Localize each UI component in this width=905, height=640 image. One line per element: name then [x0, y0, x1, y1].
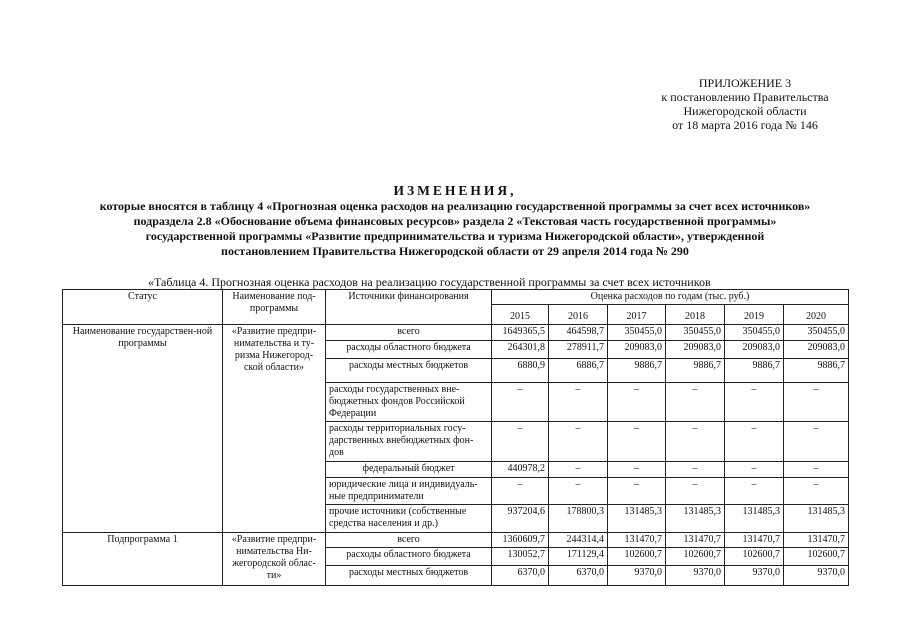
row-value: – [608, 462, 666, 478]
row-value: – [549, 478, 608, 505]
row-source: всего [326, 533, 492, 548]
row-value: – [784, 462, 849, 478]
appendix-number: ПРИЛОЖЕНИЕ 3 [698, 76, 792, 90]
header-year: 2015 [492, 305, 549, 325]
row-value: 244314,4 [549, 533, 608, 548]
row-value: – [725, 462, 784, 478]
row-value: 350455,0 [666, 325, 725, 341]
header-source: Источники финансирования [326, 290, 492, 325]
row-value: 9370,0 [608, 566, 666, 586]
row-value: – [549, 422, 608, 462]
row-value: – [492, 422, 549, 462]
row-value: – [784, 478, 849, 505]
row-value: 178800,3 [549, 505, 608, 533]
row-value: 9886,7 [666, 359, 725, 383]
row-value: 131470,7 [608, 533, 666, 548]
header-year: 2019 [725, 305, 784, 325]
heading-line-3: государственной программы «Развитие предпринимательства и туризма Нижегородской области», утвержденной [145, 229, 765, 243]
row-program-name: «Развитие предпри-нимательства и ту-ризма Нижегород-ской области» [223, 325, 326, 533]
expenses-table [62, 289, 849, 586]
row-value: – [784, 383, 849, 422]
row-value: 9370,0 [725, 566, 784, 586]
row-value: – [492, 478, 549, 505]
row-value: 350455,0 [725, 325, 784, 341]
row-source: расходы областного бюджета [326, 341, 492, 359]
heading-line-2: подраздела 2.8 «Обоснование объема финансовых ресурсов» раздела 2 «Текстовая часть государственной программы» [133, 214, 777, 228]
header-year: 2017 [608, 305, 666, 325]
row-value: 278911,7 [549, 341, 608, 359]
header-year: 2020 [784, 305, 849, 325]
row-value: 131485,3 [666, 505, 725, 533]
row-value: 350455,0 [784, 325, 849, 341]
row-value: 937204,6 [492, 505, 549, 533]
row-source: расходы местных бюджетов [326, 359, 492, 383]
row-source: юридические лица и индивидуаль-ные предприниматели [326, 478, 492, 505]
row-value: – [492, 383, 549, 422]
row-program-name: «Развитие предпри-нимательства Ни-жегородской облас-ти» [223, 533, 326, 586]
row-value: 1649365,5 [492, 325, 549, 341]
expenses-table-body [63, 290, 849, 586]
row-value: – [608, 383, 666, 422]
appendix-date-line: от 18 марта 2016 года № 146 [672, 118, 818, 132]
row-value: – [608, 422, 666, 462]
row-value: 102600,7 [784, 548, 849, 566]
row-value: – [666, 478, 725, 505]
row-value: 9370,0 [666, 566, 725, 586]
row-source: расходы местных бюджетов [326, 566, 492, 586]
heading-line-4: постановлением Правительства Нижегородской области от 29 апреля 2014 года № 290 [221, 244, 689, 258]
row-source: расходы областного бюджета [326, 548, 492, 566]
row-value: 464598,7 [549, 325, 608, 341]
header-status: Статус [63, 290, 223, 325]
row-value: 102600,7 [608, 548, 666, 566]
row-source: расходы территориальных госу-дарственных внебюджетных фон-дов [326, 422, 492, 462]
appendix-decree-line: к постановлению Правительства [661, 90, 829, 104]
row-value: 6370,0 [549, 566, 608, 586]
row-value: 209083,0 [608, 341, 666, 359]
row-value: 130052,7 [492, 548, 549, 566]
row-value: 209083,0 [725, 341, 784, 359]
row-value: 209083,0 [666, 341, 725, 359]
table-row [63, 325, 849, 341]
row-source: расходы государственных вне-бюджетных фондов Российской Федерации [326, 383, 492, 422]
row-value: – [725, 383, 784, 422]
row-value: – [725, 478, 784, 505]
row-status: Подпрограмма 1 [63, 533, 223, 586]
row-value: – [666, 462, 725, 478]
document-heading [40, 183, 870, 259]
row-value: 350455,0 [608, 325, 666, 341]
row-value: 102600,7 [666, 548, 725, 566]
appendix-block [600, 76, 890, 132]
row-value: 131470,7 [725, 533, 784, 548]
table-row [63, 533, 849, 548]
row-value: – [666, 422, 725, 462]
row-value: 102600,7 [725, 548, 784, 566]
row-status: Наименование государствен-ной программы [63, 325, 223, 533]
row-source: всего [326, 325, 492, 341]
row-value: 209083,0 [784, 341, 849, 359]
document-title: ИЗМЕНЕНИЯ, [393, 183, 517, 198]
row-value: 6880,9 [492, 359, 549, 383]
row-value: 6886,7 [549, 359, 608, 383]
row-value: 264301,8 [492, 341, 549, 359]
header-estimate: Оценка расходов по годам (тыс. руб.) [492, 290, 849, 305]
heading-line-1: которые вносятся в таблицу 4 «Прогнозная оценка расходов на реализацию государственной программы за счет всех источников» [99, 199, 811, 213]
row-source: федеральный бюджет [326, 462, 492, 478]
row-value: 6370,0 [492, 566, 549, 586]
row-value: 131470,7 [666, 533, 725, 548]
row-value: 131485,3 [784, 505, 849, 533]
row-value: – [725, 422, 784, 462]
header-year: 2016 [549, 305, 608, 325]
row-value: 171129,4 [549, 548, 608, 566]
header-row [63, 290, 849, 305]
row-source: прочие источники (собственные средства населения и др.) [326, 505, 492, 533]
row-value: – [608, 478, 666, 505]
header-name: Наименование под-программы [223, 290, 326, 325]
row-value: – [784, 422, 849, 462]
header-year: 2018 [666, 305, 725, 325]
row-value: 440978,2 [492, 462, 549, 478]
row-value: – [549, 383, 608, 422]
row-value: – [666, 383, 725, 422]
row-value: 9370,0 [784, 566, 849, 586]
table-caption: «Таблица 4. Прогнозная оценка расходов на реализацию государственной программы за счет всех источников [148, 275, 711, 289]
row-value: 9886,7 [725, 359, 784, 383]
row-value: – [549, 462, 608, 478]
row-value: 131485,3 [608, 505, 666, 533]
row-value: 131470,7 [784, 533, 849, 548]
row-value: 1360609,7 [492, 533, 549, 548]
row-value: 9886,7 [608, 359, 666, 383]
row-value: 9886,7 [784, 359, 849, 383]
row-value: 131485,3 [725, 505, 784, 533]
appendix-region-line: Нижегородской области [683, 104, 807, 118]
